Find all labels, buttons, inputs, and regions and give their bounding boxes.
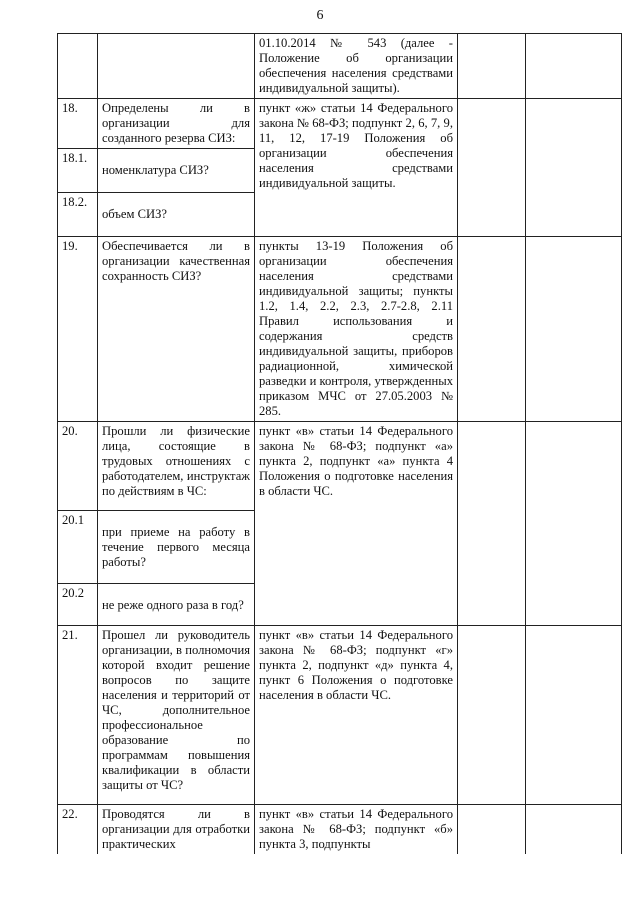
row-number: 20.1 [58, 511, 98, 584]
row-question: Прошел ли руководитель организации, в полномочия которой входит решение вопросов по защите населения и территорий от ЧС, дополнительное профессиональное образование по программам повышения квалификации в области защиты от ЧС? [98, 626, 255, 805]
table-row [58, 99, 622, 149]
row-requirement: пункт «ж» статьи 14 Федерального закона № 68-ФЗ; подпункт 2, 6, 7, 9, 11, 12, 17-19 Положения об организации обеспечения населения средствами индивидуальной защиты. [255, 99, 458, 237]
answer-cell [458, 626, 526, 805]
row-requirement: пункт «в» статьи 14 Федерального закона № 68-ФЗ; подпункт «а» пункта 2, подпункт «а» пункта 4 Положения о подготовке населения в области ЧС. [255, 422, 458, 626]
row-question: не реже одного раза в год? [98, 584, 255, 626]
answer-cell [458, 422, 526, 626]
row-number: 18. [58, 99, 98, 149]
table-row [58, 422, 622, 511]
note-cell [526, 422, 622, 626]
row-number: 20.2 [58, 584, 98, 626]
row-question: объем СИЗ? [98, 193, 255, 237]
row-requirement: пункты 13-19 Положения об организации обеспечения населения средствами индивидуальной защиты; пункты 1.2, 1.4, 2.2, 2.3, 2.7-2.8, 2.11 Правил использования и содержания средств индивидуальной защиты, приборов радиационной, химической разведки и контроля, утвержденных приказом МЧС от 27.05.2003 № 285. [255, 237, 458, 422]
table-row [58, 805, 622, 855]
row-question: Проводятся ли в организации для отработки практических [98, 805, 255, 855]
row-question [98, 34, 255, 99]
row-number: 18.2. [58, 193, 98, 237]
row-requirement: пункт «в» статьи 14 Федерального закона № 68-ФЗ; подпункт «б» пункта 3, подпункты [255, 805, 458, 855]
note-cell [526, 237, 622, 422]
row-requirement: 01.10.2014 № 543 (далее - Положение об организации обеспечения населения средствами индивидуальной защиты). [255, 34, 458, 99]
row-question: номенклатура СИЗ? [98, 149, 255, 193]
row-requirement: пункт «в» статьи 14 Федерального закона № 68-ФЗ; подпункт «г» пункта 2, подпункт «д» пункта 4, пункт 6 Положения о подготовке населения в области ЧС. [255, 626, 458, 805]
row-question: Обеспечивается ли в организации качественная сохранность СИЗ? [98, 237, 255, 422]
answer-cell [458, 237, 526, 422]
row-question: Определены ли в организации для созданного резерва СИЗ: [98, 99, 255, 149]
table-row [58, 34, 622, 99]
note-cell [526, 34, 622, 99]
page-number: 6 [316, 8, 324, 23]
answer-cell [458, 99, 526, 237]
checklist-table [57, 33, 622, 854]
row-question: при приеме на работу в течение первого месяца работы? [98, 511, 255, 584]
answer-cell [458, 34, 526, 99]
note-cell [526, 99, 622, 237]
answer-cell [458, 805, 526, 855]
note-cell [526, 805, 622, 855]
row-number: 18.1. [58, 149, 98, 193]
row-number: 21. [58, 626, 98, 805]
row-number: 22. [58, 805, 98, 855]
row-number: 19. [58, 237, 98, 422]
row-number [58, 34, 98, 99]
note-cell [526, 626, 622, 805]
row-question: Прошли ли физические лица, состоящие в трудовых отношениях с работодателем, инструктаж по действиям в ЧС: [98, 422, 255, 511]
row-number: 20. [58, 422, 98, 511]
table-row [58, 237, 622, 422]
table-row [58, 626, 622, 805]
